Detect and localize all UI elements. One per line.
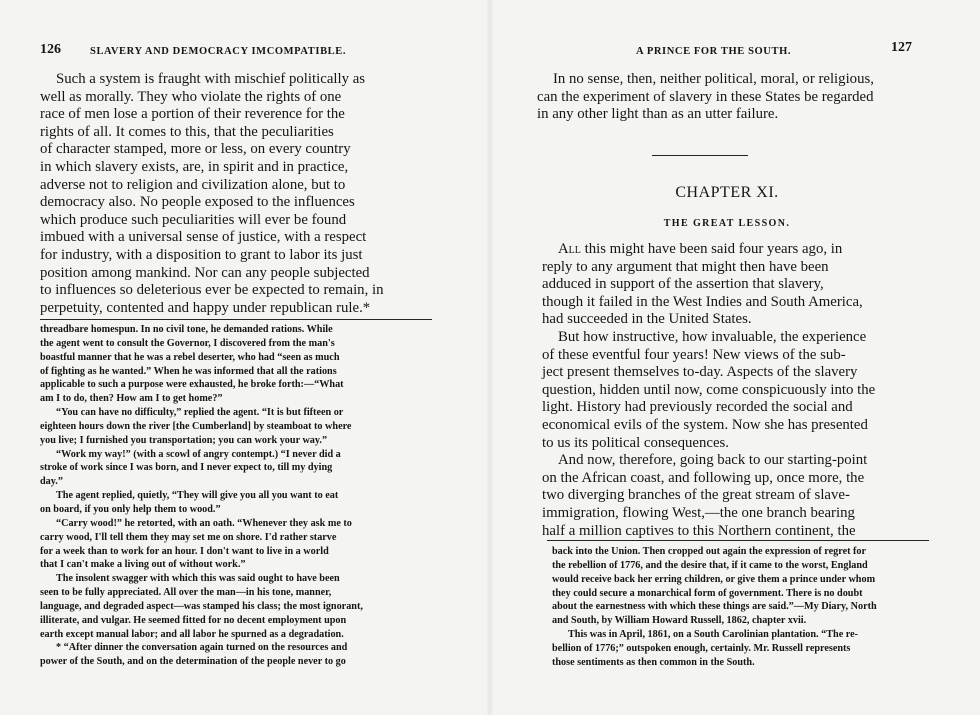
footnote-line: carry wood, I'll tell them they may set me on shore. I'd rather starve — [40, 531, 337, 543]
body-line: light. History had previously recorded the social and — [542, 399, 853, 416]
body-line: democracy also. No people exposed to the influences — [40, 194, 355, 211]
footnote-line: illiterate, and vulgar. He seemed fitted for no decent employment upon — [40, 614, 347, 626]
body-line: well as morally. They who violate the rights of one — [40, 88, 342, 105]
body-line: In no sense, then, neither political, moral, or religious, — [553, 71, 874, 87]
footnote-line: you live; I furnished you transportation; you can work your way.” — [40, 434, 328, 446]
footnote-line: threadbare homespun. In no civil tone, he demanded rations. While — [40, 324, 333, 335]
right-page — [490, 0, 980, 715]
footnote-line: eighteen hours down the river [the Cumberland] by steamboat to where — [40, 420, 352, 432]
footnote-line: that I can't make a living out of without work.” — [40, 559, 246, 571]
body-line: on the African coast, and following up, once more, the — [542, 469, 865, 486]
body-line: reply to any argument that might then have been — [542, 258, 829, 275]
body-line: of character stamped, more or less, on every country — [40, 141, 351, 158]
footnote-line: of fighting as he wanted.” When he was informed that all the rations — [40, 365, 337, 377]
right-page-number: 127 — [891, 40, 912, 55]
body-line: ject present themselves to-day. Aspects of the slavery — [542, 364, 858, 381]
right-footnote — [552, 545, 930, 670]
body-line: two diverging branches of the great stream of slave- — [542, 487, 850, 504]
body-line: in which slavery exists, are, in spirit and in practice, — [40, 158, 349, 175]
left-running-head: SLAVERY AND DEMOCRACY IMCOMPATIBLE. — [90, 46, 347, 57]
body-line: adduced in support of the assertion that slavery, — [542, 276, 824, 293]
chapter-subtitle: THE GREAT LESSON. — [663, 218, 791, 229]
footnote-line: am I to do, then? How am I to get home?” — [40, 393, 223, 405]
footnote-rule — [547, 540, 929, 541]
body-line: had succeeded in the United States. — [542, 311, 752, 328]
footnote-line: those sentiments as then common in the South. — [552, 656, 755, 668]
right-top-text — [537, 71, 917, 124]
footnote-line: would receive back her erring children, or give them a prince under whom — [552, 573, 876, 585]
footnote-line: the rebellion of 1776, and the desire that, if it came to the worst, England — [552, 559, 868, 571]
footnote-line: This was in April, 1861, on a South Carolinian plantation. “The re- — [568, 629, 859, 641]
body-line: to us its political consequences. — [542, 434, 729, 451]
footnote-line: and South, by William Howard Russell, 1862, chapter xvii. — [552, 615, 807, 627]
footnote-line: stroke of work since I was born, and I never expect to, till my dying — [40, 462, 333, 474]
footnote-rule — [40, 319, 432, 320]
body-line: perpetuity, contented and happy under republican rule.* — [40, 299, 371, 316]
body-line: But how instructive, how invaluable, the experience — [558, 328, 867, 345]
footnote-line: power of the South, and on the determination of the people never to go — [40, 656, 346, 668]
body-line: Such a system is fraught with mischief politically as — [56, 71, 366, 87]
body-line: position among mankind. Nor can any people subjected — [40, 264, 370, 281]
body-line: which produce such peculiarities will ever be found — [40, 211, 347, 228]
body-line: half a million captives to this Northern continent, the — [542, 522, 856, 539]
section-divider — [652, 155, 748, 156]
left-page-number: 126 — [40, 42, 61, 57]
footnote-line: “You can have no difficulty,” replied the agent. “It is but fifteen or — [56, 407, 344, 419]
body-line: economical evils of the system. Now she has presented — [542, 416, 868, 433]
footnote-line: on board, if you only help them to wood.” — [40, 503, 221, 515]
footnote-line: they could secure a monarchical form of government. There is no doubt — [552, 587, 863, 599]
body-line: though it failed in the West Indies and South America, — [542, 293, 863, 310]
body-line: this might have been said four years ago, in — [580, 241, 843, 257]
right-running-head: A PRINCE FOR THE SOUTH. — [636, 46, 792, 57]
chapter-title: CHAPTER XI. — [675, 184, 779, 201]
body-line: rights of all. It comes to this, that the peculiarities — [40, 123, 334, 140]
body-line: for industry, with a disposition to grant to labor its just — [40, 246, 363, 263]
footnote-line: for a week than to work for an hour. I don't want to live in a world — [40, 545, 329, 557]
body-line: And now, therefore, going back to our starting-point — [558, 452, 868, 469]
body-line: in any other light than as an utter failure. — [537, 106, 779, 123]
left-body-text — [40, 71, 432, 317]
right-body-text — [542, 241, 922, 540]
footnote-line: earth except manual labor; and all labor he spurned as a degradation. — [40, 628, 344, 640]
footnote-line: about the earnestness with which these things are said.”—My Diary, North — [552, 601, 877, 613]
body-line: can the experiment of slavery in these States be regarded — [537, 88, 874, 105]
body-line: of these eventful four years! New views of the sub- — [542, 346, 846, 363]
body-line: question, hidden until now, come conspicuously into the — [542, 381, 876, 398]
footnote-line: bellion of 1776;” outspoken enough, certainly. Mr. Russell represents — [552, 642, 851, 654]
footnote-line: applicable to such a purpose were exhausted, he broke forth:—“What — [40, 379, 344, 391]
body-line: to influences so deleterious ever be expected to remain, in — [40, 282, 384, 299]
footnote-line: back into the Union. Then cropped out again the expression of regret for — [552, 546, 867, 557]
body-line: immigration, flowing West,—the one branch bearing — [542, 504, 855, 521]
footnote-line: the agent went to consult the Governor, I discovered from the man's — [40, 337, 335, 349]
footnote-line: The agent replied, quietly, “They will give you all you want to eat — [56, 490, 339, 502]
body-line: adverse not to religion and civilization alone, but to — [40, 176, 346, 193]
body-line: race of men lose a portion of their reverence for the — [40, 106, 345, 123]
footnote-line: boastful manner that he was a rebel deserter, who had “seen as much — [40, 351, 340, 363]
footnote-line: “Work my way!” (with a scowl of angry contempt.) “I never did a — [56, 448, 341, 460]
footnote-line: * “After dinner the conversation again turned on the resources and — [56, 642, 348, 654]
drop-word: All — [558, 241, 581, 257]
body-line: imbued with a universal sense of justice, with a respect — [40, 229, 367, 246]
footnote-line: day.” — [40, 476, 63, 488]
left-footnote — [40, 323, 432, 669]
footnote-line: The insolent swagger with which this was said ought to have been — [56, 573, 340, 585]
footnote-line: “Carry wood!” he retorted, with an oath. “Whenever they ask me to — [56, 517, 352, 529]
footnote-line: language, and degraded aspect—was stamped his class; the most ignorant, — [40, 600, 363, 612]
footnote-line: seen to be fully appreciated. All over the man—in his tone, manner, — [40, 587, 332, 599]
